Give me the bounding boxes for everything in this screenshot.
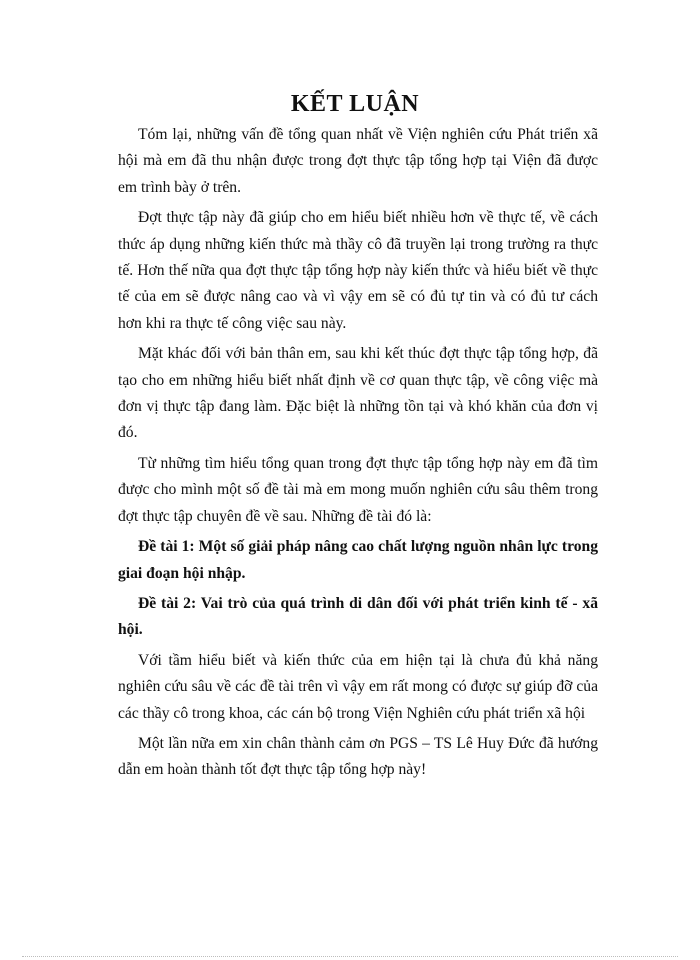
paragraph-internship-benefits: Đợt thực tập này đã giúp cho em hiểu biết nhiều hơn về thực tế, về cách thức áp dụng những kiến thức mà thầy cô đã truyền lại trong trường ra thực tế. Hơn thế nữa qua đợt thực tập tổng hợp này kiến thức và hiểu biết về thực tế của em sẽ được nâng cao và vì vậy em sẽ có đủ tự tin và có đủ tư cách hơn khi ra thực tế công việc sau này. <box>118 209 598 332</box>
paragraph-thanks: Một lần nữa em xin chân thành cảm ơn PGS – TS Lê Huy Đức đã hướng dẫn em hoàn thành tốt đợt thực tập tổng hợp này! <box>118 734 598 779</box>
paragraph-topic-2: Đề tài 2: Vai trò của quá trình di dân đối với phát triển kinh tế - xã hội. <box>118 594 598 639</box>
paragraph-request-support: Với tầm hiểu biết và kiến thức của em hiện tại là chưa đủ khả năng nghiên cứu sâu về các đề tài trên vì vậy em rất mong có được sự giúp đỡ của các thầy cô trong khoa, các cán bộ trong Viện Nghiên cứu phát triển xã hội <box>118 651 598 722</box>
paragraph-personal-gains: Mặt khác đối với bản thân em, sau khi kết thúc đợt thực tập tổng hợp, đã tạo cho em những hiểu biết nhất định về cơ quan thực tập, về công việc mà đơn vị thực tập đang làm. Đặc biệt là những tồn tại và khó khăn của đơn vị đó. <box>118 345 598 442</box>
paragraph-topics-intro: Từ những tìm hiểu tổng quan trong đợt thực tập tổng hợp này em đã tìm được cho mình một số đề tài mà em mong muốn nghiên cứu sâu thêm trong đợt thực tập chuyên đề về sau. Những đề tài đó là: <box>118 454 598 525</box>
paragraph-summary: Tóm lại, những vấn đề tổng quan nhất về Viện nghiên cứu Phát triển xã hội mà em đã thu nhận được trong đợt thực tập tổng hợp tại Viện đã được em trình bày ở trên. <box>118 126 598 196</box>
document-body <box>118 122 598 788</box>
paragraph-topic-1: Đề tài 1: Một số giải pháp nâng cao chất lượng nguồn nhân lực trong giai đoạn hội nhập. <box>118 538 598 582</box>
page-title: KẾT LUẬN <box>290 91 420 117</box>
page-bottom-divider <box>22 956 678 957</box>
